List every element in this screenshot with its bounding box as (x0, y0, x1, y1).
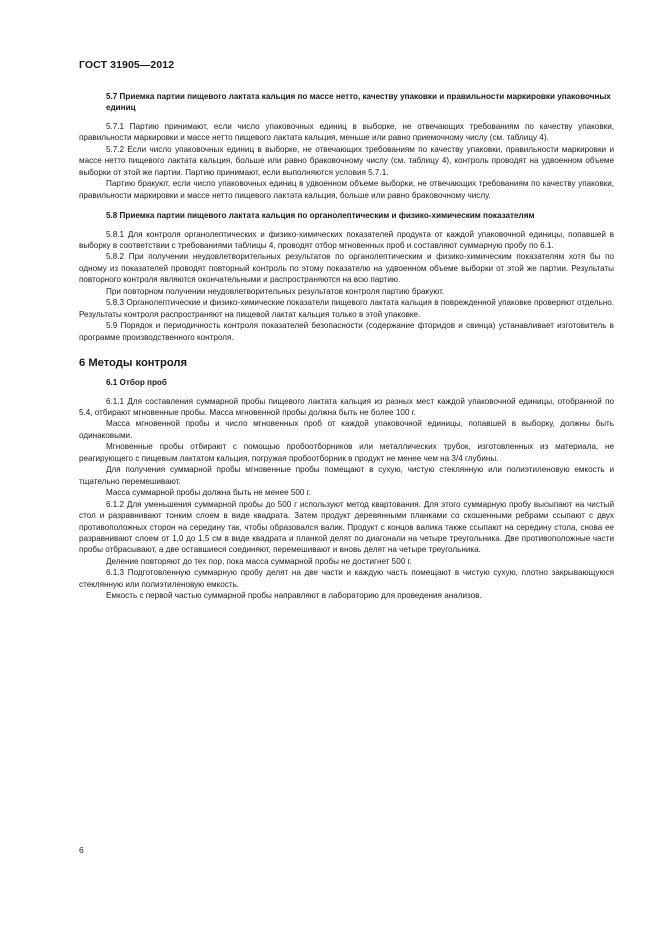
paragraph-6-1-1-container: Для получения суммарной пробы мгновенные пробы помещают в сухую, чистую стеклянную или полиэтиленовую емкость и тщательно перемешивают. (79, 465, 614, 486)
document-id-header: ГОСТ 31905—2012 (79, 59, 175, 71)
section-6-1-title: 6.1 Отбор проб (106, 378, 167, 388)
paragraph-5-7-1: 5.7.1 Партию принимают, если число упаковочных единиц в выборке, не отвечающих требованиям по качеству упаковки, правильности маркировки и массе нетто пищевого лактата кальция, меньше или равно приемочному числу (см. таблицу 4). (79, 121, 614, 143)
paragraph-5-7-2-reject: Партию бракуют, если число упаковочных единиц в удвоенном объеме выборки, не отвечающих требованиям по качеству упаковки, правильности маркировки и массе нетто пищевого лактата кальция, больше или равно браковочному числу. (79, 179, 614, 200)
paragraph-5-8-1: 5.8.1 Для контроля органолептических и физико-химических показателей продукта от каждой упаковочной единицы, попавшей в выборку в соответствии с требованиями таблицы 4, проводят отбор мгновенных проб и составляют суммарную пробу по 6.1. (79, 229, 614, 250)
paragraph-6-1-1-min-mass: Масса суммарной пробы должна быть не менее 500 г. (106, 488, 311, 498)
paragraph-6-1-2: 6.1.2 Для уменьшения суммарной пробы до 500 г используют метод квартования. Для этого суммарную пробу высыпают на чистый стол и разравнивают тонким слоем в виде квадрата. Затем продукт деревянными планками со скошенными ребрами ссыпают с двух противоположных сторон на середину так, чтобы образовался валик. Продукт с концов валика также ссыпают на середину стола, снова ее разравнивают слоем от 1,0 до 1,5 см в виде квадрата и планкой делят по диагонали на четыре треугольника. Две противоположные части пробы отбрасывают, а две оставшиеся соединяют, перемешивают и вновь делят на четыре треугольника. (79, 499, 614, 555)
paragraph-6-1-1: 6.1.1 Для составления суммарной пробы пищевого лактата кальция из разных мест каждой упаковочной единицы, отобранной по 5.4, отбирают мгновенные пробы. Масса мгновенной пробы должна быть не более 100 г. (79, 396, 614, 417)
paragraph-5-7-2: 5.7.2 Если число упаковочных единиц в выборке, не отвечающих требованиям по качеству упаковки, правильности маркировки и массе нетто пищевого лактата кальция, больше или равно браковочному числу (см. таблицу 4), контроль проводят на удвоенном объеме выборки от этой же партии. Партию принимают, если выполняются условия 5.7.1. (79, 144, 614, 177)
section-5-8-title: 5.8 Приемка партии пищевого лактата кальция по органолептическим и физико-химическим показателям (106, 211, 535, 221)
page-content (79, 91, 614, 602)
section-6-title: 6 Методы контроля (79, 357, 188, 370)
page-number: 6 (79, 845, 84, 855)
paragraph-6-1-2-repeat: Деление повторяют до тех пор, пока масса суммарной пробы не достигнет 500 г. (106, 556, 412, 566)
paragraph-5-8-2-repeat: При повторном получении неудовлетворительных результатов контроля партию бракуют. (106, 286, 445, 296)
paragraph-6-1-1-mass: Масса мгновенной пробы и число мгновенных проб от каждой упаковочной единицы, попавшей в выборку, должны быть одинаковыми. (79, 419, 614, 440)
paragraph-5-8-2: 5.8.2 При получении неудовлетворительных результатов по органолептическим и физико-химическим показателям хотя бы по одному из показателей проводят повторный контроль по этому показателю на удвоенном объеме выборки от этой же партии. Результаты повторного контроля являются окончательными и распространяются на всю партию. (79, 252, 614, 285)
paragraph-5-9: 5.9 Порядок и периодичность контроля показателей безопасности (содержание фторидов и свинца) устанавливает изготовитель в программе производственного контроля. (79, 321, 614, 342)
paragraph-5-8-3: 5.8.3 Органолептические и физико-химические показатели пищевого лактата кальция в поврежденной упаковке проверяют отдельно. Результаты контроля распространяют на пищевой лактат кальция только в этой упаковке. (79, 298, 614, 319)
paragraph-6-1-1-tools: Мгновенные пробы отбирают с помощью пробоотборников или металлических трубок, изготовленных из материала, не реагирующего с пищевым лактатом кальция, погружая пробоотборник в продукт не менее чем на 3/4 глубины. (79, 442, 614, 463)
section-5-7-title: 5.7 Приемка партии пищевого лактата кальция по массе нетто, качеству упаковки и правильности маркировки упаковочных единиц (106, 92, 611, 113)
paragraph-6-1-3: 6.1.3 Подготовленную суммарную пробу делят на две части и каждую часть помещают в чистую сухую, плотно закрывающуюся стеклянную или полиэтиленовую емкость. (79, 568, 614, 589)
paragraph-6-1-3-lab: Емкость с первой частью суммарной пробы направляют в лабораторию для проведения анализов. (106, 591, 482, 601)
